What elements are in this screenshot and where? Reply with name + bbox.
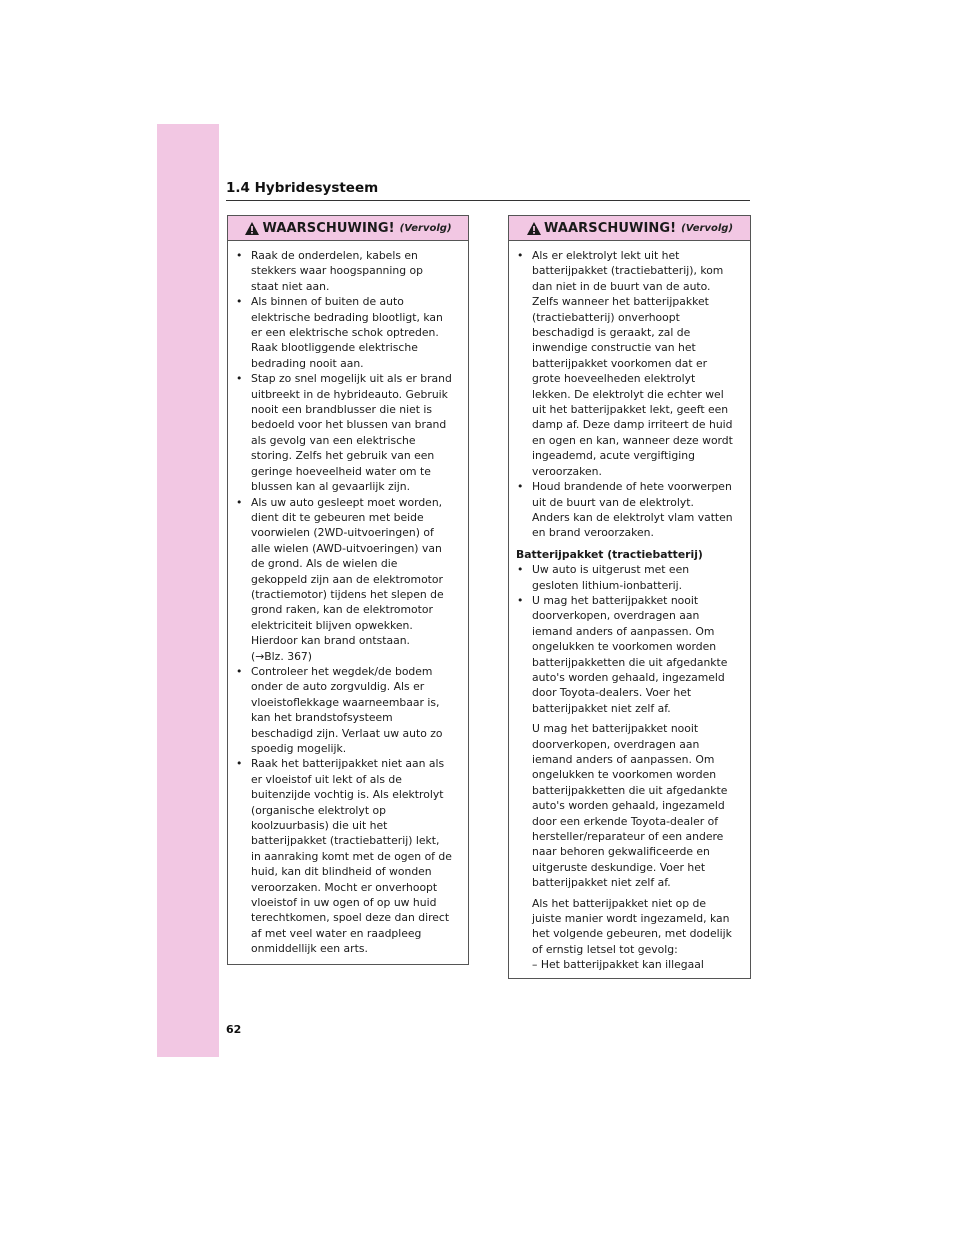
text-line: en ogen en kan, wanneer deze wordt xyxy=(532,433,733,447)
text-line: storing. Zelfs het gebruik van een xyxy=(251,449,435,463)
text-line: vloeistof in uw ogen of op uw huid xyxy=(251,896,437,910)
text-line: • Als uw auto gesleept moet worden, xyxy=(251,495,443,509)
text-line: inwendige constructie van het xyxy=(532,341,696,355)
text-line: de grond. Als de wielen die xyxy=(251,557,398,571)
text-line: uitgeruste deskundige. Voer het xyxy=(532,860,706,874)
text-line: • U mag het batterijpakket nooit xyxy=(532,593,699,607)
warning-triangle-icon xyxy=(526,221,542,236)
text-line: alle wielen (AWD-uitvoeringen) van xyxy=(251,541,442,555)
warning-body xyxy=(509,241,750,973)
text-line: spoedig mogelijk. xyxy=(251,742,347,755)
text-line: koolzuurbasis) die uit het xyxy=(251,819,388,833)
text-line: iemand anders of aanpassen. Om xyxy=(532,624,715,638)
text-line: onder de auto zorgvuldig. Als er xyxy=(251,680,425,694)
text-line: iemand anders of aanpassen. Om xyxy=(532,753,715,766)
text-line: er een elektrische schok optreden. xyxy=(251,326,439,340)
text-line: nooit een brandblusser die niet is xyxy=(251,403,433,417)
text-line: beschadigd is geraakt, zal de xyxy=(532,326,691,340)
text-line: als gevolg van een elektrische xyxy=(251,433,416,447)
text-line: grote hoeveelheden elektrolyt xyxy=(532,372,696,386)
section-title: 1.4 Hybridesysteem xyxy=(226,180,379,196)
text-line: onmiddellijk een arts. xyxy=(251,942,368,956)
text-line: batterijpakket (tractiebatterij), kom xyxy=(532,264,724,278)
text-line: auto's worden gehaald, ingezameld xyxy=(532,670,725,684)
text-line: vloeistoflekkage waarneembaar is, xyxy=(251,695,440,709)
text-line: elektriciteit blijven opwekken. xyxy=(251,618,413,632)
text-line: uitbreekt in de hybrideauto. Gebruik xyxy=(251,387,448,401)
text-line: er vloeistof uit lekt of als de xyxy=(251,772,402,786)
text-line: damp af. Deze damp irriteert de huid xyxy=(532,418,733,432)
text-line: gekoppeld zijn aan de elektromotor xyxy=(251,572,443,586)
text-line: uit het batterijpakket lekt, geeft een xyxy=(532,403,729,417)
text-line: • Stap zo snel mogelijk uit als er brand xyxy=(251,372,452,386)
text-line: beschadigd zijn. Verlaat uw auto zo xyxy=(251,726,443,740)
warning-header xyxy=(509,216,750,241)
text-line: of ernstig letsel tot gevolg: xyxy=(532,942,678,956)
text-line: juiste manier wordt ingezameld, kan xyxy=(532,912,730,926)
text-line: het volgende gebeuren, met dodelijk xyxy=(532,927,732,941)
text-line: terechtkomen, spoel deze dan direct xyxy=(251,911,450,925)
page-reference-link[interactable]: (→Blz. 367) xyxy=(251,649,313,663)
warning-body xyxy=(228,241,468,957)
text-line: doorverkopen, overdragen aan xyxy=(532,737,700,751)
text-line: – Het batterijpakket kan illegaal xyxy=(532,958,704,972)
text-line: grond raken, kan de elektromotor xyxy=(251,603,433,617)
bullet-item xyxy=(516,593,744,716)
bullet-item xyxy=(235,248,462,294)
text-line: elektrische bedrading blootligt, kan xyxy=(251,310,443,324)
text-line: batterijpakketten die uit afgedankte xyxy=(532,783,728,797)
text-line: kan het brandstofsysteem xyxy=(251,711,393,725)
text-line: ongelukken te voorkomen worden xyxy=(532,640,717,654)
text-line: batterijpakketten die uit afgedankte xyxy=(532,655,728,669)
page-number: 62 xyxy=(226,1023,242,1036)
text-line: veroorzaken. xyxy=(532,464,602,478)
text-line: • Controleer het wegdek/de bodem xyxy=(251,664,433,678)
bullet-item xyxy=(516,479,744,541)
text-line: ingeademd, acute vergiftiging xyxy=(532,449,695,463)
bullet-item xyxy=(235,371,462,494)
warning-subtitle: (Vervolg) xyxy=(681,222,734,234)
paragraph xyxy=(516,721,744,890)
warning-title: WAARSCHUWING! xyxy=(543,220,677,236)
text-line: Anders kan de elektrolyt vlam vatten xyxy=(532,510,733,524)
text-line: hersteller/reparateur of een andere xyxy=(532,830,724,844)
warning-subtitle: (Vervolg) xyxy=(399,222,452,234)
text-line: door een erkende Toyota-dealer of xyxy=(532,814,718,828)
text-line: (tractiemotor) tijdens het slepen de xyxy=(251,587,444,601)
warning-panel-right xyxy=(508,215,751,979)
text-line: blussen kan al gevaarlijk zijn. xyxy=(251,480,411,494)
bullet-item xyxy=(516,562,744,593)
text-line: batterijpakket niet zelf af. xyxy=(532,876,671,890)
text-line: U mag het batterijpakket nooit xyxy=(532,722,699,736)
text-line: (tractiebatterij) onverhoopt xyxy=(532,310,680,324)
text-line: batterijpakket niet zelf af. xyxy=(532,701,671,715)
bullet-item xyxy=(235,495,462,664)
text-line: buitenzijde vochtig is. Als elektrolyt xyxy=(251,788,444,802)
text-line: geringe hoeveelheid water om te xyxy=(251,464,431,478)
text-line: • Houd brandende of hete voorwerpen xyxy=(532,480,732,494)
text-line: in aanraking komt met de ogen of de xyxy=(251,849,452,863)
text-line: • Raak het batterijpakket niet aan als xyxy=(251,757,445,771)
text-line: uit de buurt van de elektrolyt. xyxy=(532,495,694,509)
text-line: (organische elektrolyt op xyxy=(251,803,386,817)
bullet-item xyxy=(235,756,462,956)
text-line: huid, kan dit blindheid of wonden xyxy=(251,865,432,879)
chapter-sidebar-tab xyxy=(157,124,219,1057)
warning-header xyxy=(228,216,468,241)
text-line: Raak blootliggende elektrische xyxy=(251,341,418,355)
title-rule xyxy=(226,200,750,201)
text-line: bedoeld voor het blussen van brand xyxy=(251,418,447,432)
text-line: en brand veroorzaken. xyxy=(532,526,654,540)
warning-title: WAARSCHUWING! xyxy=(262,220,395,236)
text-line: Hierdoor kan brand ontstaan. xyxy=(251,634,410,648)
text-line: bedrading nooit aan. xyxy=(251,356,364,370)
text-line: gesloten lithium-ionbatterij. xyxy=(532,578,683,592)
text-line: dient dit te gebeuren met beide xyxy=(251,510,424,524)
text-line: staat niet aan. xyxy=(251,279,330,293)
text-line: • Als er elektrolyt lekt uit het xyxy=(532,249,680,262)
text-line: • Raak de onderdelen, kabels en xyxy=(251,249,418,262)
text-line: voorwielen (2WD-uitvoeringen) of xyxy=(251,526,434,540)
text-line: dan niet in de buurt van de auto. xyxy=(532,279,711,293)
text-line: naar behoren gekwalificeerde en xyxy=(532,845,710,859)
text-line: batterijpakket voorkomen dat er xyxy=(532,356,708,370)
text-line: auto's worden gehaald, ingezameld xyxy=(532,799,725,813)
text-line: lekken. De elektrolyt die echter wel xyxy=(532,387,724,401)
text-line: veroorzaken. Mocht er onverhoopt xyxy=(251,880,438,894)
text-line: stekkers waar hoogspanning op xyxy=(251,264,423,278)
text-line: batterijpakket (tractiebatterij) lekt, xyxy=(251,834,440,848)
text-line: Zelfs wanneer het batterijpakket xyxy=(532,295,709,309)
warning-triangle-icon xyxy=(244,221,260,236)
subsection-heading: Batterijpakket (tractiebatterij) xyxy=(516,547,703,561)
bullet-item xyxy=(235,664,462,756)
text-line: af met veel water en raadpleeg xyxy=(251,926,422,940)
paragraph xyxy=(516,896,744,973)
text-line: doorverkopen, overdragen aan xyxy=(532,609,700,623)
text-line: ongelukken te voorkomen worden xyxy=(532,768,717,782)
text-line: • Als binnen of buiten de auto xyxy=(251,295,404,309)
text-line: • Uw auto is uitgerust met een xyxy=(532,563,690,577)
bullet-item xyxy=(235,294,462,371)
text-line: Als het batterijpakket niet op de xyxy=(532,896,707,910)
bullet-item xyxy=(516,248,744,479)
warning-panel-left xyxy=(227,215,469,965)
text-line: door Toyota-dealers. Voer het xyxy=(532,686,692,700)
